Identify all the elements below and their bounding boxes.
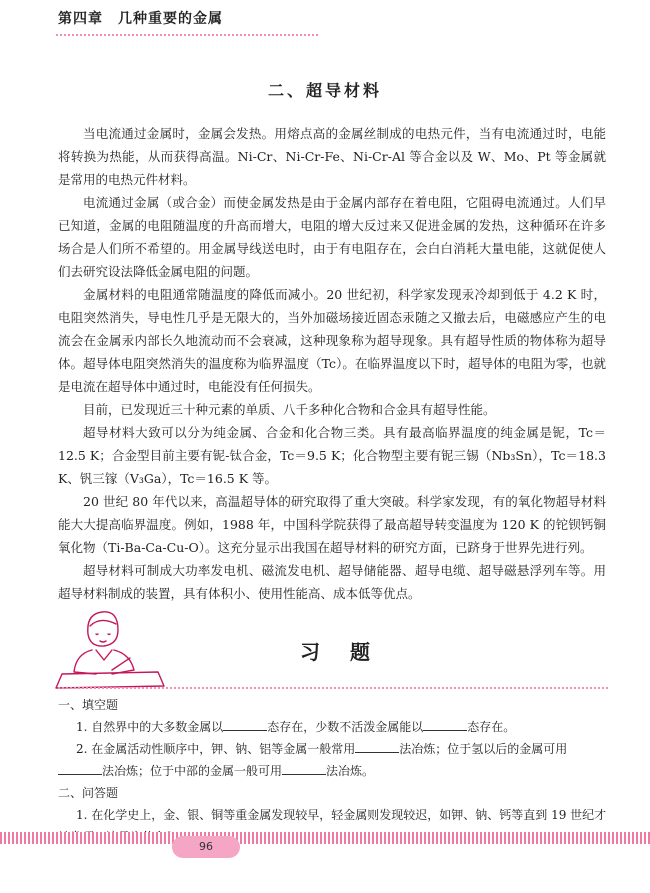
question-text: 法冶炼；位于氢以后的金属可用 [399,742,568,756]
answer-blank[interactable] [282,762,326,775]
answer-blank[interactable] [58,762,102,775]
header-divider [56,34,318,36]
question-3: 1. 在化学史上，金、银、铜等重金属发现较早，轻金属则发现较迟，如钾、钠、钙等直到 19 世纪才 [76,808,607,822]
fill-in-heading: 一、填空题 [58,698,119,712]
paragraph: 超导材料大致可以分为纯金属、合金和化合物三类。具有最高临界温度的纯金属是铌，Tc＝12.5 K；合金型目前主要有铌-钛合金，Tc＝9.5 K；化合物型主要有铌三锡（Nb₃Sn），Tc＝18.3 K、钒三镓（V₃Ga），Tc＝16.5 K 等。 [58,425,606,486]
section-title: 二、超导材料 [267,81,382,100]
question-2 [58,738,608,782]
paragraph: 超导材料可制成大功率发电机、磁流发电机、超导储能器、超导电缆、超导磁悬浮列车等。用超导材料制成的装置，具有体积小、使用性能高、成本低等优点。 [58,563,606,601]
exercises-title: 习题 [300,640,400,664]
body-text [58,122,606,605]
student-writing-illustration [52,604,172,690]
question-text: 态存在，少数不活泼金属能以 [267,720,424,734]
paragraph: 金属材料的电阻通常随温度的降低而减小。20 世纪初，科学家发现汞冷却到低于 4.2 K 时，电阻突然消失，导电性几乎是无限大的，当外加磁场接近固态汞随之又撤去后，电磁感应产生的电流会在金属汞内部长久地流动而不会衰减，这种现象称为超导现象。具有超导性质的物体称为超导体。超导体电阻突然消失的温度称为临界温度（Tc）。在临界温度以下时，超导体的电阻为零，也就是电流在超导体中通过时，电能没有任何损失。 [58,287,606,394]
footer-decoration [0,832,650,844]
chapter-header: 第四章 几种重要的金属 [58,11,223,27]
paragraph: 20 世纪 80 年代以来，高温超导体的研究取得了重大突破。科学家发现，有的氧化物超导材料能大大提高临界温度。例如，1988 年，中国科学院获得了最高超导转变温度为 120 K 的铊钡钙铜氧化物（Ti-Ba-Ca-Cu-O）。这充分显示出我国在超导材料的研究方面，已跻身于世界先进行列。 [58,494,606,555]
paragraph: 电流通过金属（或合金）而使金属发热是由于金属内部存在着电阻，它阻碍电流通过。人们早已知道，金属的电阻随温度的升高而增大，电阻的增大反过来又促进金属的发热，这种循环在许多场合是人们所不希望的。用金属导线送电时，由于有电阻存在，会白白消耗大量电能，这就促使人们去研究设法降低金属电阻的问题。 [58,195,606,279]
paragraph: 目前，已发现近三十种元素的单质、八千多种化合物和合金具有超导性能。 [83,402,496,417]
question-1 [58,716,608,738]
answer-blank[interactable] [423,718,467,731]
question-text: 1. 自然界中的大多数金属以 [76,720,224,734]
question-text: 态存在。 [467,720,516,734]
question-text: 法冶炼。 [326,764,375,778]
exercises-section [58,694,608,848]
exercises-divider [58,687,608,689]
paragraph: 当电流通过金属时，金属会发热。用熔点高的金属丝制成的电热元件，当有电流通过时，电能将转换为热能，从而获得高温。Ni-Cr、Ni-Cr-Fe、Ni-Cr-Al 等合金以及 W、Mo、Pt 等金属就是常用的电热元件材料。 [58,126,606,187]
answer-blank[interactable] [223,718,267,731]
question-text: 2. 在金属活动性顺序中，钾、钠、铝等金属一般常用 [76,742,356,756]
answer-blank[interactable] [355,740,399,753]
qa-heading: 二、问答题 [58,786,119,800]
page-number: 96 [172,836,240,858]
question-text: 法冶炼；位于中部的金属一般可用 [102,764,283,778]
